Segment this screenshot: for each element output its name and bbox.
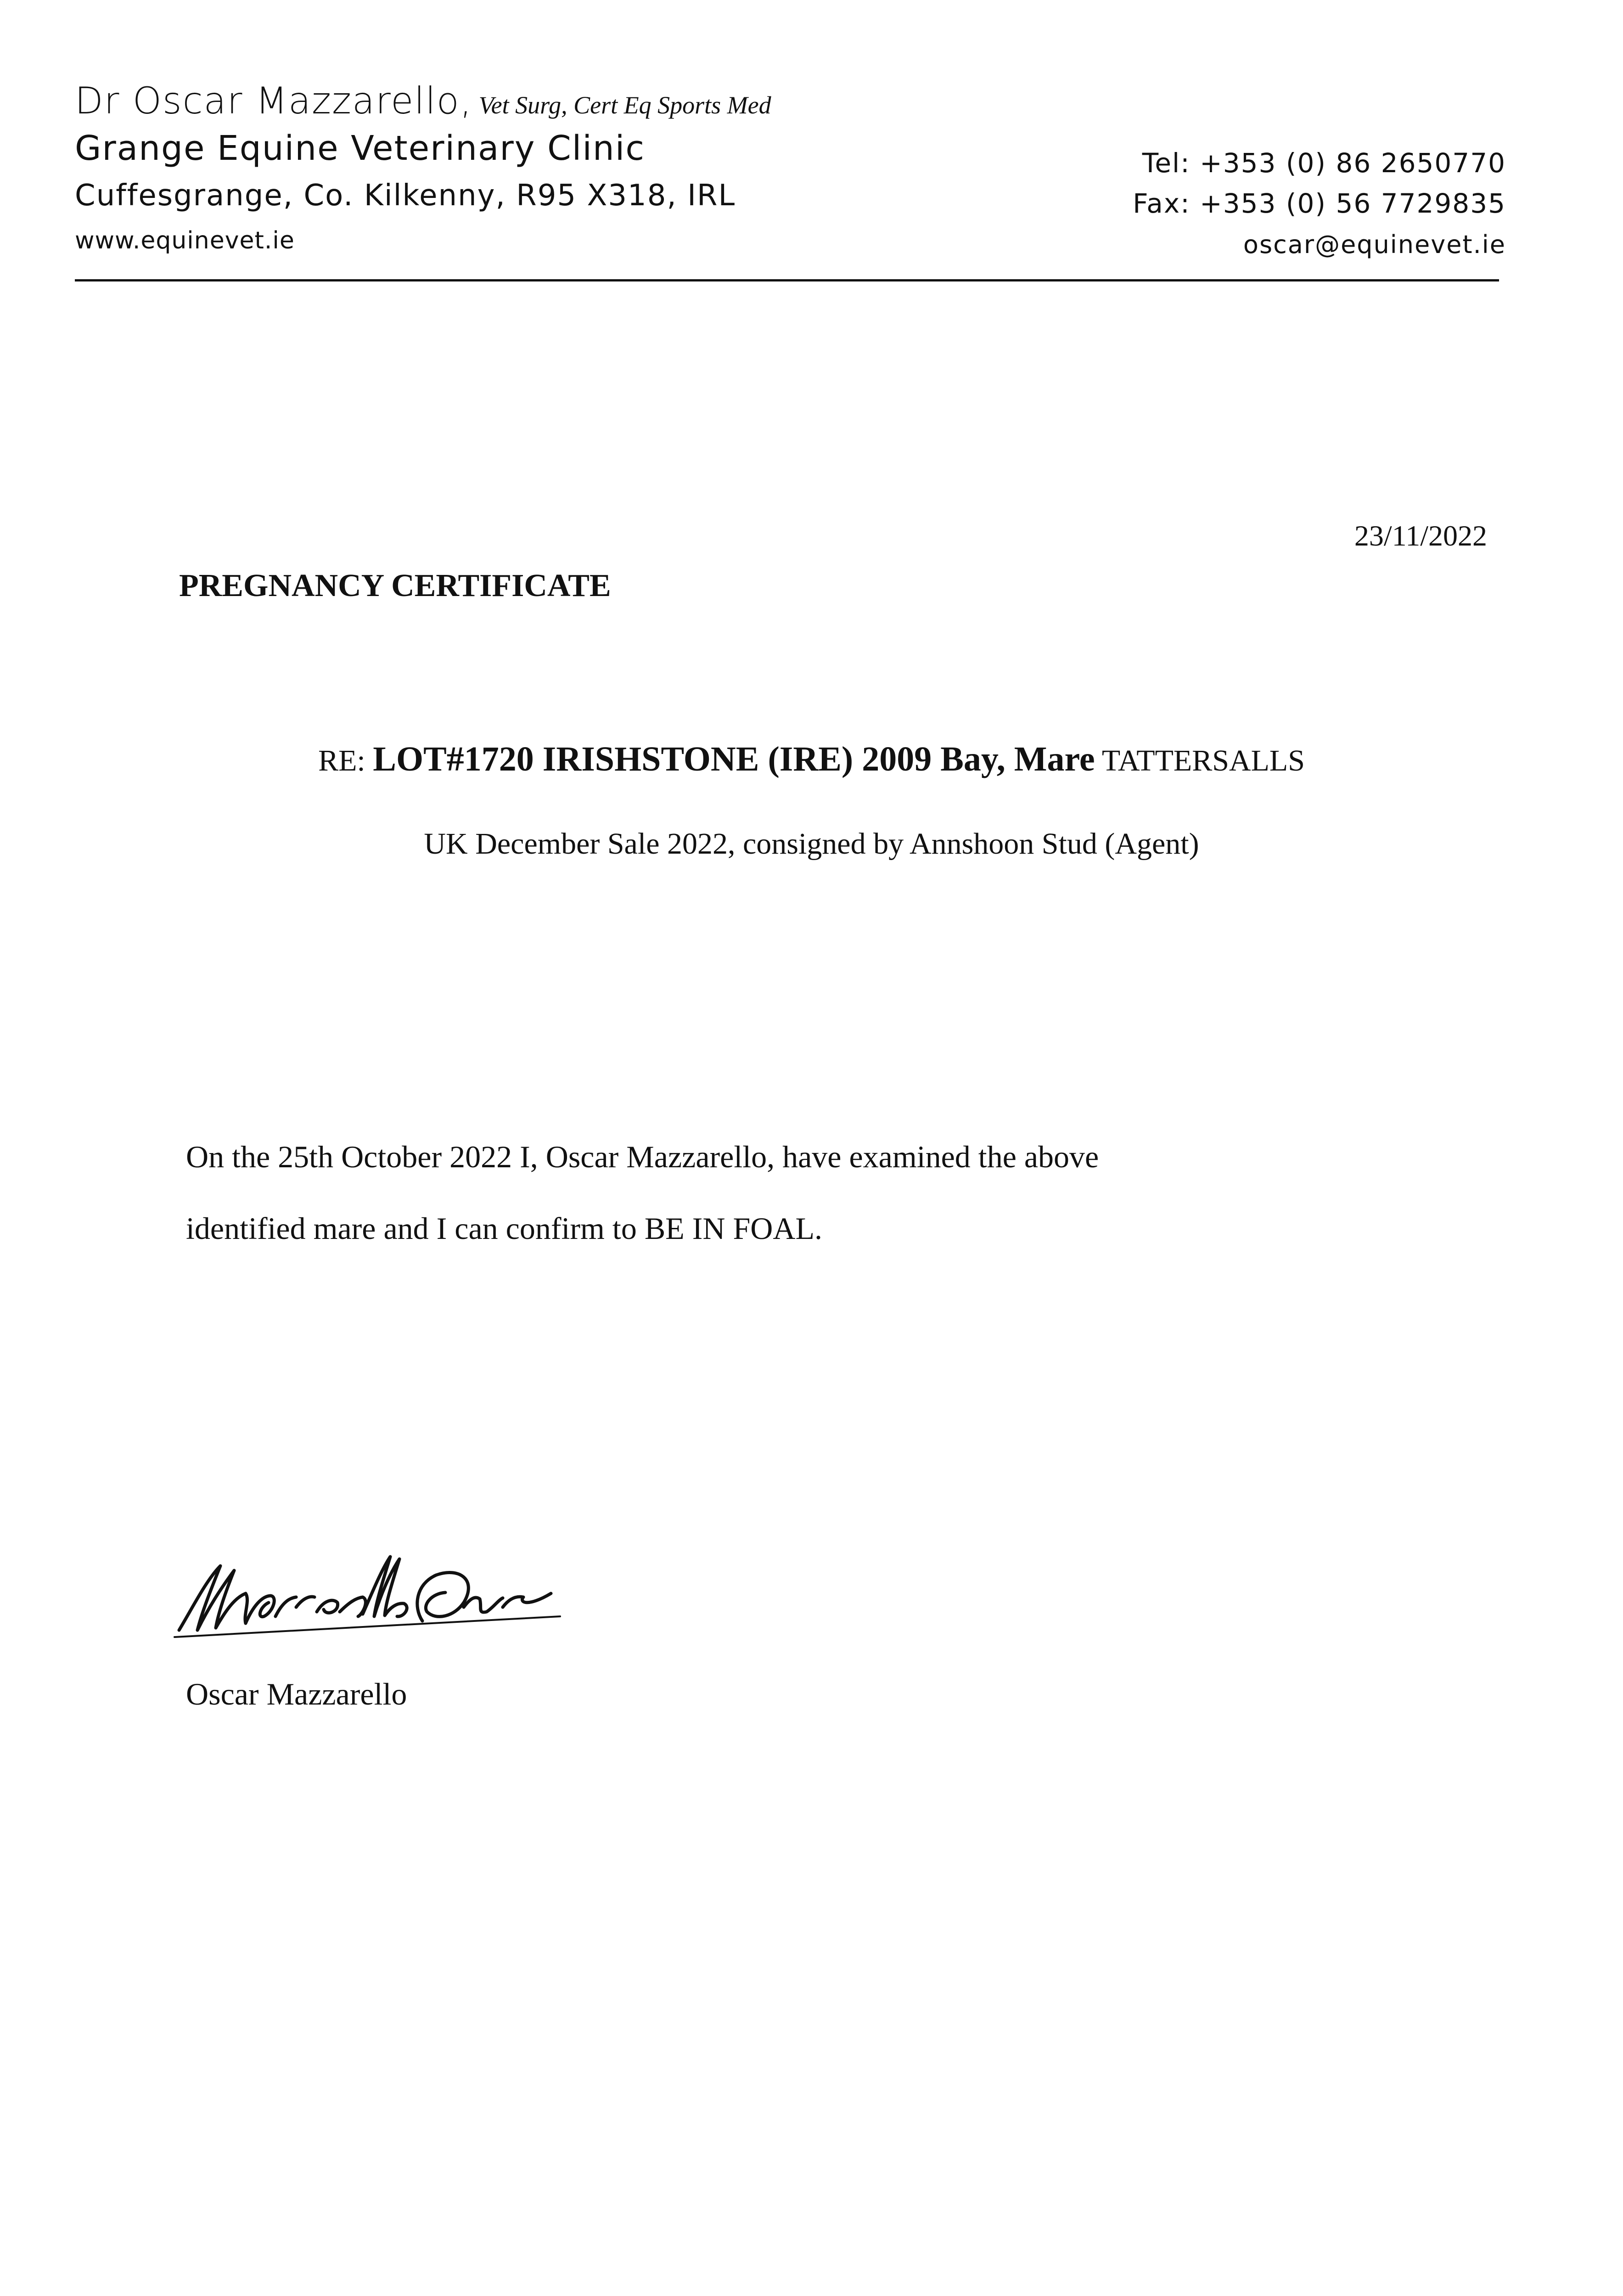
handwritten-signature	[165, 1538, 569, 1649]
letterhead-divider	[75, 279, 1499, 281]
clinic-address: Cuffesgrange, Co. Kilkenny, R95 X318, IRL	[75, 179, 736, 213]
clinic-telephone: Tel: +353 (0) 86 2650770	[1142, 147, 1506, 179]
sale-details: UK December Sale 2022, consigned by Annshoon Stud (Agent)	[424, 827, 1199, 861]
body-text-line-2: identified mare and I can confirm to BE IN FOAL.	[186, 1211, 823, 1246]
vet-name: Dr Oscar Mazzarello,	[75, 79, 473, 122]
signatory-name: Oscar Mazzarello	[186, 1677, 407, 1711]
vet-qualifications: Vet Surg, Cert Eq Sports Med	[472, 91, 771, 119]
subject-lot: LOT#1720 IRISHSTONE (IRE) 2009 Bay, Mare	[373, 740, 1095, 778]
subject-sale-house: TATTERSALLS	[1095, 744, 1305, 777]
body-text-line-1: On the 25th October 2022 I, Oscar Mazzarello, have examined the above	[186, 1139, 1099, 1174]
certificate-title: PREGNANCY CERTIFICATE	[179, 568, 611, 603]
subject-prefix: RE:	[318, 744, 373, 777]
certificate-date: 23/11/2022	[1354, 519, 1487, 552]
vet-name-heading	[75, 79, 771, 122]
clinic-email: oscar@equinevet.ie	[1243, 230, 1506, 259]
clinic-fax: Fax: +353 (0) 56 7729835	[1133, 188, 1506, 219]
clinic-name: Grange Equine Veterinary Clinic	[75, 129, 646, 168]
clinic-website: www.equinevet.ie	[75, 227, 295, 254]
subject-line	[0, 739, 1623, 779]
